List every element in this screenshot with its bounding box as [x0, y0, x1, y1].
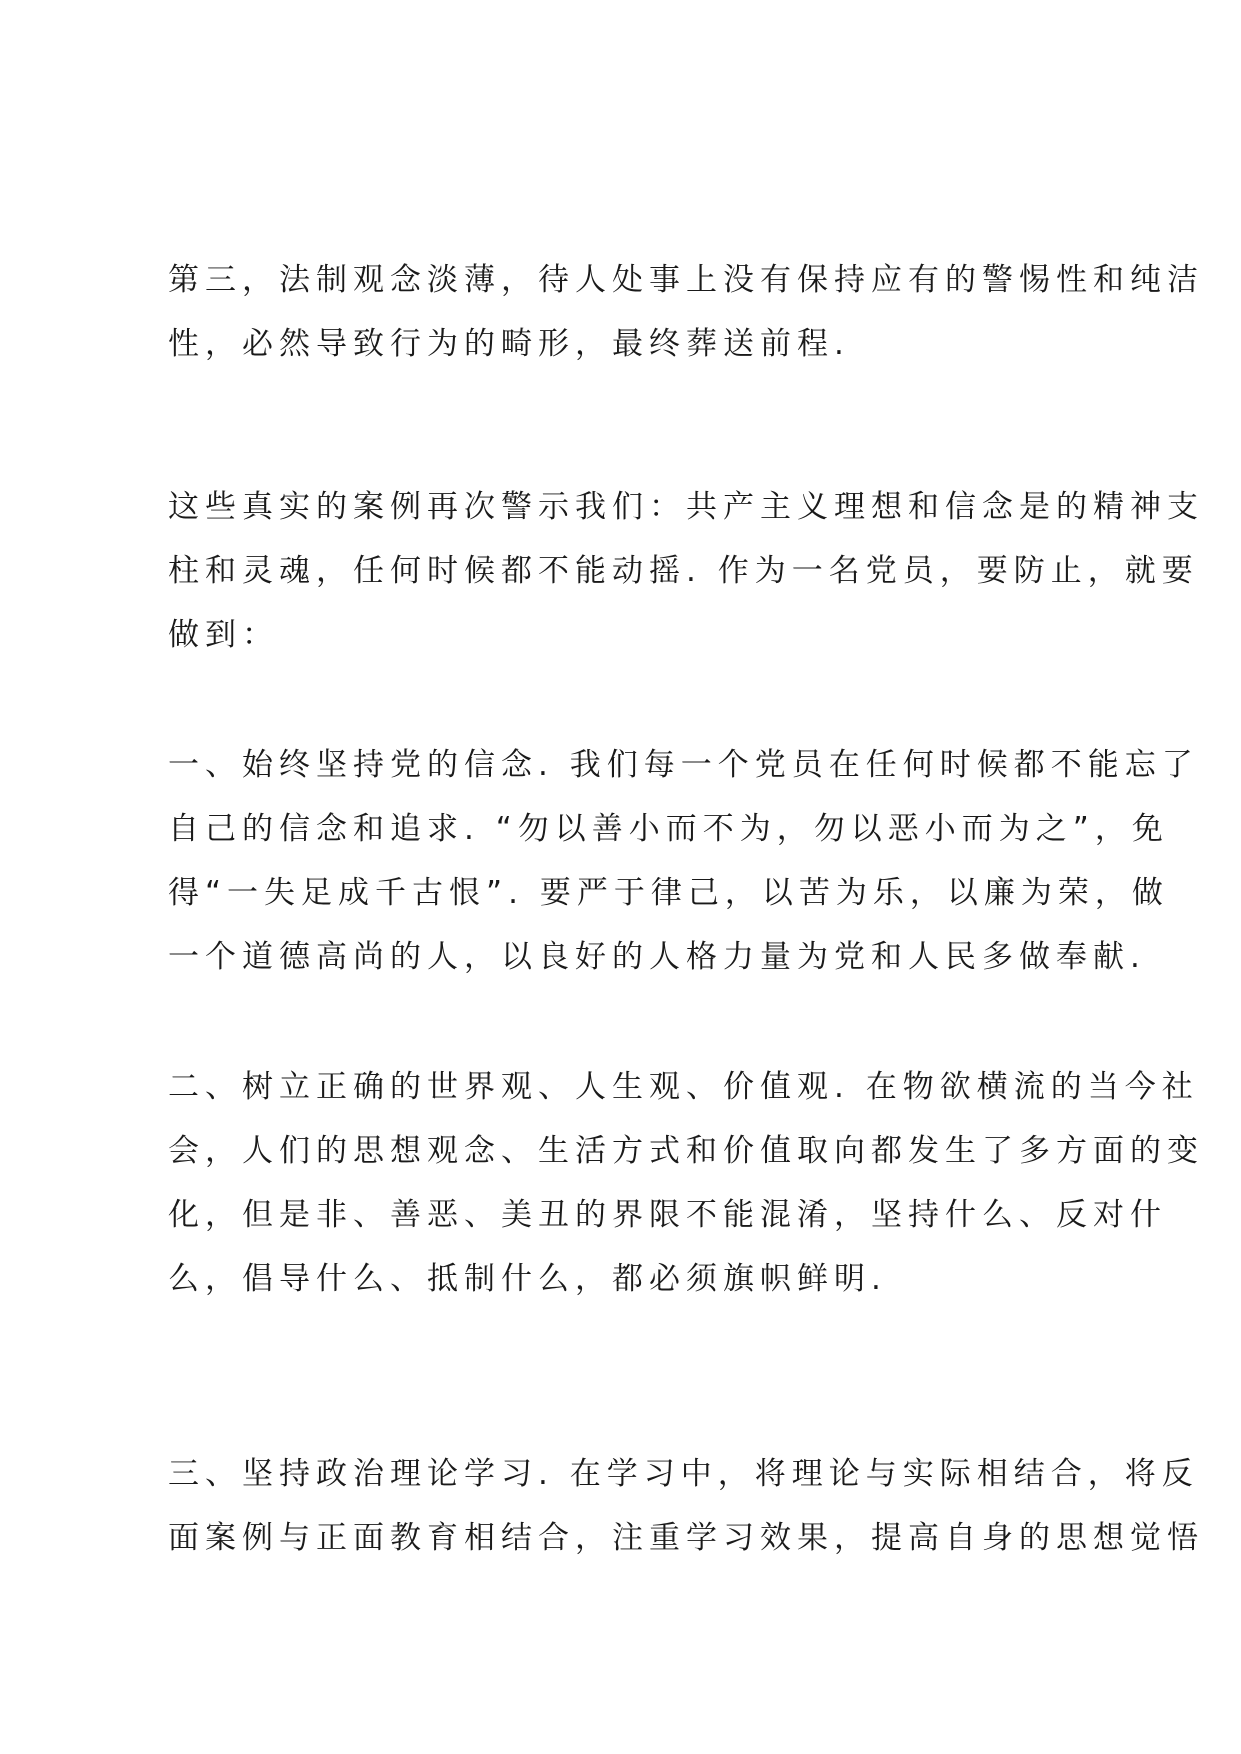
paragraph-line: 会，人们的思想观念、生活方式和价值取向都发生了多方面的变 — [168, 1133, 1204, 1169]
paragraph-line: 二、树立正确的世界观、人生观、价值观. 在物欲横流的当今社 — [168, 1069, 1199, 1105]
paragraph-line: 这些真实的案例再次警示我们：共产主义理想和信念是的精神支 — [168, 489, 1204, 525]
paragraph-line: 化，但是非、善恶、美丑的界限不能混淆，坚持什么、反对什 — [168, 1197, 1167, 1233]
paragraph-line: 柱和灵魂，任何时候都不能动摇. 作为一名党员，要防止，就要 — [168, 553, 1199, 589]
paragraph-line: 性，必然导致行为的畸形，最终葬送前程. — [168, 326, 850, 362]
paragraph-line: 三、坚持政治理论学习. 在学习中，将理论与实际相结合，将反 — [168, 1456, 1199, 1492]
paragraph-warning — [168, 475, 1204, 667]
paragraph-line: 做到： — [168, 617, 279, 653]
paragraph-legal-awareness — [168, 248, 1204, 376]
paragraph-line: 第三，法制观念淡薄，待人处事上没有保持应有的警惕性和纯洁 — [168, 262, 1204, 298]
paragraph-point-two — [168, 1055, 1204, 1311]
paragraph-line: 么，倡导什么、抵制什么，都必须旗帜鲜明. — [168, 1261, 887, 1297]
paragraph-point-three — [168, 1442, 1204, 1570]
paragraph-line: 一、始终坚持党的信念. 我们每一个党员在任何时候都不能忘了 — [168, 747, 1199, 783]
paragraph-point-one — [168, 733, 1199, 989]
paragraph-line: 得“一失足成千古恨”. 要严于律己，以苦为乐，以廉为荣，做 — [168, 875, 1169, 911]
paragraph-line: 面案例与正面教育相结合，注重学习效果，提高自身的思想觉悟 — [168, 1520, 1204, 1556]
paragraph-line: 自己的信念和追求. “勿以善小而不为，勿以恶小而为之”，免 — [168, 811, 1169, 847]
paragraph-line: 一个道德高尚的人，以良好的人格力量为党和人民多做奉献. — [168, 939, 1146, 975]
